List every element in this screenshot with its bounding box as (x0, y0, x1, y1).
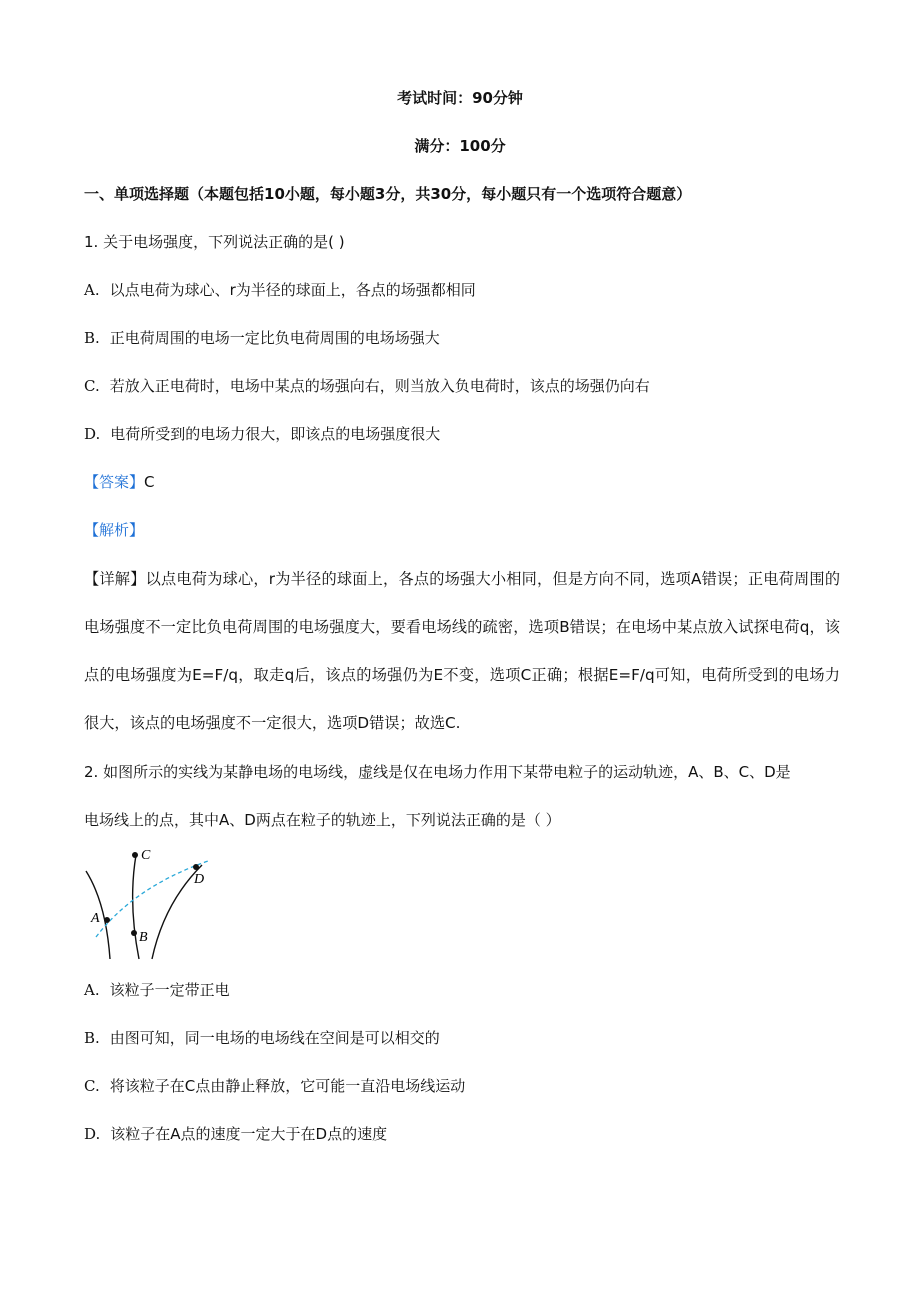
point-b (131, 930, 137, 936)
option-label: A. (84, 981, 100, 999)
option-text: 电荷所受到的电场力很大，即该点的电场强度很大 (110, 425, 441, 443)
label-a: A (91, 911, 100, 926)
detail-text: 以点电荷为球心，r为半径的球面上，各点的场强大小相同，但是方向不同，选项A错误；正电荷周围的电场强度不一定比负电荷周围的电场强度大，要看电场线的疏密，选项B错误；在电场中某点放入试探电荷q，该点的电场强度为E=F/q，取走q后，该点的场强仍为E不变，选项C正确；根据E=F/q可知，电荷所受到的电场力很大，该点的电场强度不一定很大，选项D错误；故选C. (84, 570, 841, 732)
particle-trajectory (96, 861, 208, 937)
option-label: D. (84, 1125, 101, 1143)
section-title: 一、单项选择题（本题包括10小题，每小题3分，共30分，每小题只有一个选项符合题意） (84, 185, 692, 203)
label-c: C (141, 848, 151, 863)
q2-stem-line2: 电场线上的点，其中A、D两点在粒子的轨迹上，下列说法正确的是（ ） (84, 811, 561, 829)
option-label: C. (84, 1077, 100, 1095)
analysis-tag: 【解析】 (84, 521, 145, 539)
q1-answer (84, 471, 155, 492)
option-label: D. (84, 425, 101, 443)
option-label: A. (84, 281, 100, 299)
option-text: 以点电荷为球心、r为半径的球面上，各点的场强都相同 (109, 281, 476, 299)
option-label: B. (84, 329, 100, 347)
option-text: 正电荷周围的电场一定比负电荷周围的电场场强大 (109, 329, 440, 347)
q1-option-a (84, 279, 476, 300)
point-a (104, 917, 110, 923)
q2-option-a (84, 979, 230, 1000)
full-score: 满分：100分 (414, 137, 506, 155)
option-text: 由图可知，同一电场的电场线在空间是可以相交的 (109, 1029, 440, 1047)
q2-option-d (84, 1123, 387, 1144)
q1-detail (84, 555, 840, 747)
option-text: 若放入正电荷时，电场中某点的场强向右，则当放入负电荷时，该点的场强仍向右 (109, 377, 650, 395)
label-b: B (139, 930, 148, 945)
q1-stem: 1. 关于电场强度，下列说法正确的是( ) (84, 233, 345, 251)
q1-option-b (84, 327, 440, 348)
option-label: B. (84, 1029, 100, 1047)
q2-option-c (84, 1075, 465, 1096)
q1-analysis (84, 519, 144, 540)
detail-tag: 【详解】 (84, 570, 146, 588)
q2-option-b (84, 1027, 440, 1048)
option-label: C. (84, 377, 100, 395)
exam-time: 考试时间：90分钟 (397, 89, 523, 107)
point-c (132, 852, 138, 858)
answer-value: C (144, 473, 155, 491)
label-d: D (194, 872, 205, 887)
option-text: 将该粒子在C点由静止释放，它可能一直沿电场线运动 (109, 1077, 466, 1095)
point-d (193, 864, 199, 870)
answer-tag: 【答案】 (84, 473, 145, 491)
option-text: 该粒子一定带正电 (109, 981, 230, 999)
option-text: 该粒子在A点的速度一定大于在D点的速度 (110, 1125, 388, 1143)
q1-option-c (84, 375, 650, 396)
q1-option-d (84, 423, 440, 444)
electric-field-diagram (84, 843, 214, 961)
q2-stem-line1: 2. 如图所示的实线为某静电场的电场线，虚线是仅在电场力作用下某带电粒子的运动轨迹，A、B、C、D是 (84, 763, 791, 781)
